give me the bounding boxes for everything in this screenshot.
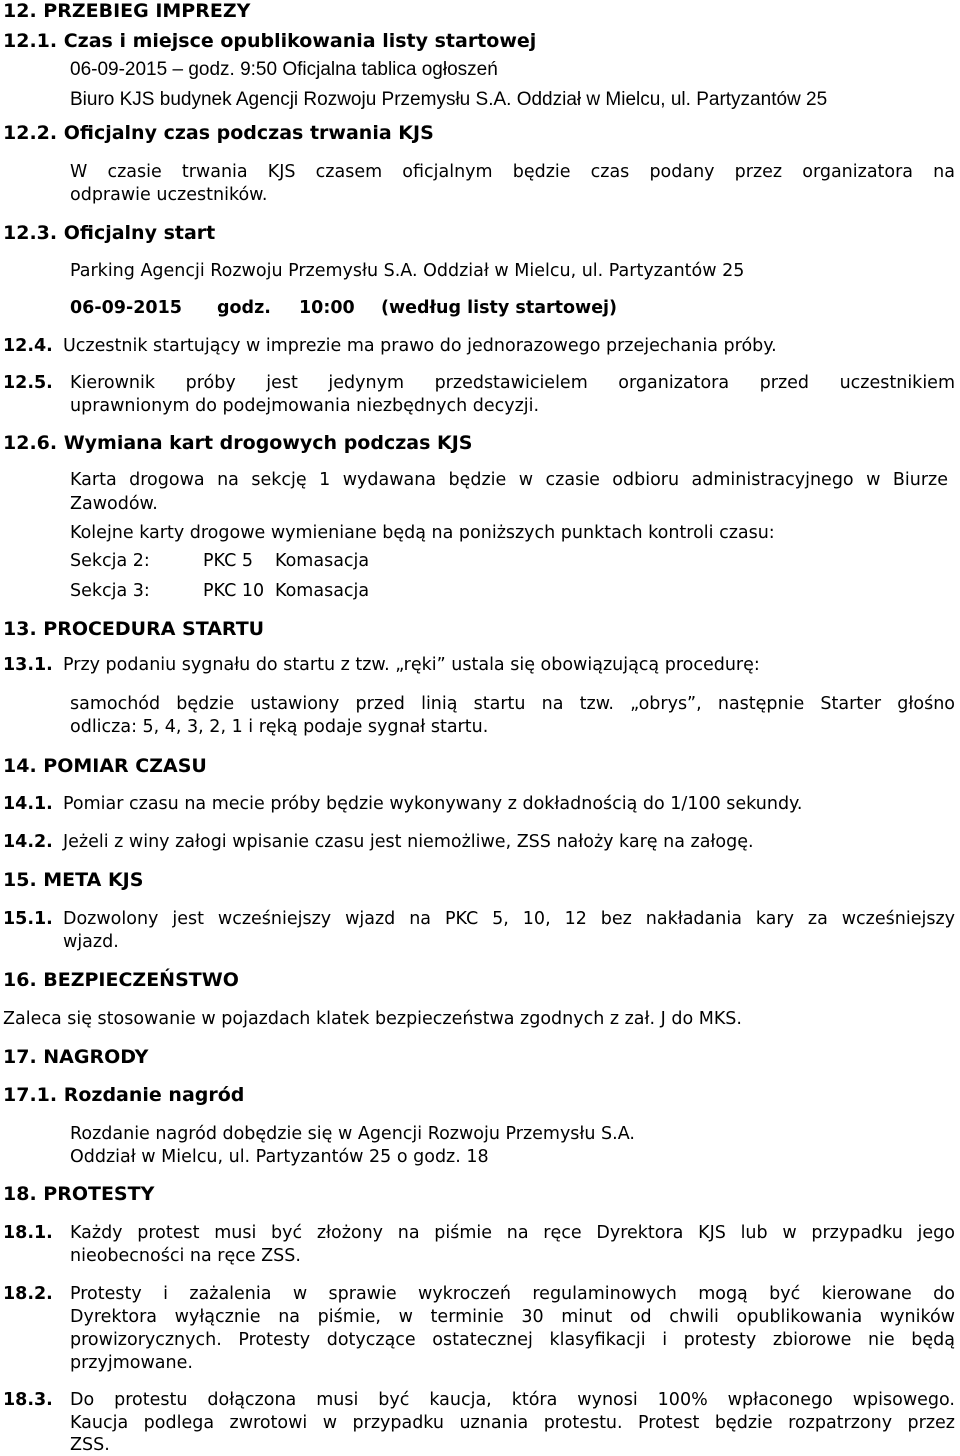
section-16-text: Zaleca się stosowanie w pojazdach klatek bezpieczeństwa zgodnych z zał. J do MKS. [3,1009,742,1029]
section-3-pkc: PKC 10 [203,581,265,601]
section-15-title: 15. META KJS [3,869,144,891]
official-start-time: 10:00 [299,298,355,318]
official-start-place: Parking Agencji Rozwoju Przemysłu S.A. Oddział w Mielcu, ul. Partyzantów 25 [70,261,745,281]
section-12-1-heading: 12.1. Czas i miejsce opublikowania listy startowej [3,30,537,52]
section-14-2-number: 14.2. [3,832,53,852]
section-2-pkc: PKC 5 [203,551,253,571]
section-17-1-line-2: Oddział w Mielcu, ul. Partyzantów 25 o godz. 18 [70,1147,489,1167]
official-time-line-1: W czasie trwania KJS czasem oficjalnym będzie czas podany przez organizatora na [70,162,955,182]
section-2-place: Komasacja [275,551,370,571]
section-18-2-line-3: prowizorycznych. Protesty dotyczące ostatecznej klasyfikacji i protesty zbiorowe nie będą [70,1330,955,1350]
section-12-5-number: 12.5. [3,373,53,393]
section-15-1-number: 15.1. [3,909,53,929]
section-12-5-line-2: uprawnionym do podejmowania niezbędnych decyzji. [70,396,540,416]
section-16-title: 16. BEZPIECZEŃSTWO [3,969,239,991]
section-12-4-number: 12.4. [3,336,53,356]
section-14-2-text: Jeżeli z winy załogi wpisanie czasu jest niemożliwe, ZSS nałoży karę na załogę. [63,832,754,852]
publication-time-line: 06-09-2015 – godz. 9:50 Oficjalna tablica ogłoszeń [70,59,498,80]
section-18-2-line-4: przyjmowane. [70,1353,193,1373]
section-18-title: 18. PROTESTY [3,1183,155,1205]
section-13-1-line-1: samochód będzie ustawiony przed linią startu na tzw. „obrys”, następnie Starter głośno [70,694,955,714]
section-12-title: 12. PRZEBIEG IMPREZY [3,0,251,22]
section-18-2-line-2: Dyrektora wyłącznie na piśmie, w terminie 30 minut od chwili opublikowania wyników [70,1307,955,1327]
official-start-godz: godz. [217,298,271,318]
section-12-6-line-2: Zawodów. [70,494,158,514]
section-15-1-line-2: wjazd. [63,932,119,952]
section-13-1-text: Przy podaniu sygnału do startu z tzw. „ręki” ustala się obowiązującą procedurę: [63,655,760,675]
section-18-2-number: 18.2. [3,1284,53,1304]
section-12-6-heading: 12.6. Wymiana kart drogowych podczas KJS [3,432,473,454]
publication-place-line: Biuro KJS budynek Agencji Rozwoju Przemysłu S.A. Oddział w Mielcu, ul. Partyzantów 25 [70,89,828,110]
official-start-date: 06-09-2015 [70,298,182,318]
official-time-line-2: odprawie uczestników. [70,185,268,205]
section-18-2-line-1: Protesty i zażalenia w sprawie wykroczeń regulaminowych mogą być kierowane do [70,1284,955,1304]
section-14-title: 14. POMIAR CZASU [3,755,207,777]
section-18-1-number: 18.1. [3,1223,53,1243]
section-12-5-line-1: Kierownik próby jest jedynym przedstawicielem organizatora przed uczestnikiem [70,373,955,393]
section-18-3-line-2: Kaucja podlega zwrotowi w przypadku uznania protestu. Protest będzie rozpatrzony przez [70,1413,955,1433]
official-start-note: (według listy startowej) [381,298,618,318]
section-15-1-line-1: Dozwolony jest wcześniejszy wjazd na PKC 5, 10, 12 bez nakładania kary za wcześniejszy [63,909,955,929]
section-12-2-heading: 12.2. Oficjalny czas podczas trwania KJS [3,122,434,144]
section-18-1-line-2: nieobecności na ręce ZSS. [70,1246,301,1266]
section-12-3-heading: 12.3. Oficjalny start [3,222,216,244]
section-14-1-text: Pomiar czasu na mecie próby będzie wykonywany z dokładnością do 1/100 sekundy. [63,794,803,814]
section-17-1-line-1: Rozdanie nagród dobędzie się w Agencji Rozwoju Przemysłu S.A. [70,1124,635,1144]
section-13-1-number: 13.1. [3,655,53,675]
section-13-1-line-2: odlicza: 5, 4, 3, 2, 1 i ręką podaje sygnał startu. [70,717,489,737]
section-13-title: 13. PROCEDURA STARTU [3,618,265,640]
section-18-3-line-1: Do protestu dołączona musi być kaucja, która wynosi 100% wpłaconego wpisowego. [70,1390,955,1410]
section-3-label: Sekcja 3: [70,581,150,601]
section-18-1-line-1: Każdy protest musi być złożony na piśmie na ręce Dyrektora KJS lub w przypadku jego [70,1223,955,1243]
section-18-3-number: 18.3. [3,1390,53,1410]
section-18-3-line-3: ZSS. [70,1435,110,1455]
section-12-6-line-1: Karta drogowa na sekcję 1 wydawana będzie w czasie odbioru administracyjnego w Biurze [70,470,948,490]
section-12-4-text: Uczestnik startujący w imprezie ma prawo do jednorazowego przejechania próby. [63,336,777,356]
section-3-place: Komasacja [275,581,370,601]
section-17-1-heading: 17.1. Rozdanie nagród [3,1084,245,1106]
section-14-1-number: 14.1. [3,794,53,814]
section-12-6-line-3: Kolejne karty drogowe wymieniane będą na poniższych punktach kontroli czasu: [70,523,775,543]
section-2-label: Sekcja 2: [70,551,150,571]
section-17-title: 17. NAGRODY [3,1046,149,1068]
